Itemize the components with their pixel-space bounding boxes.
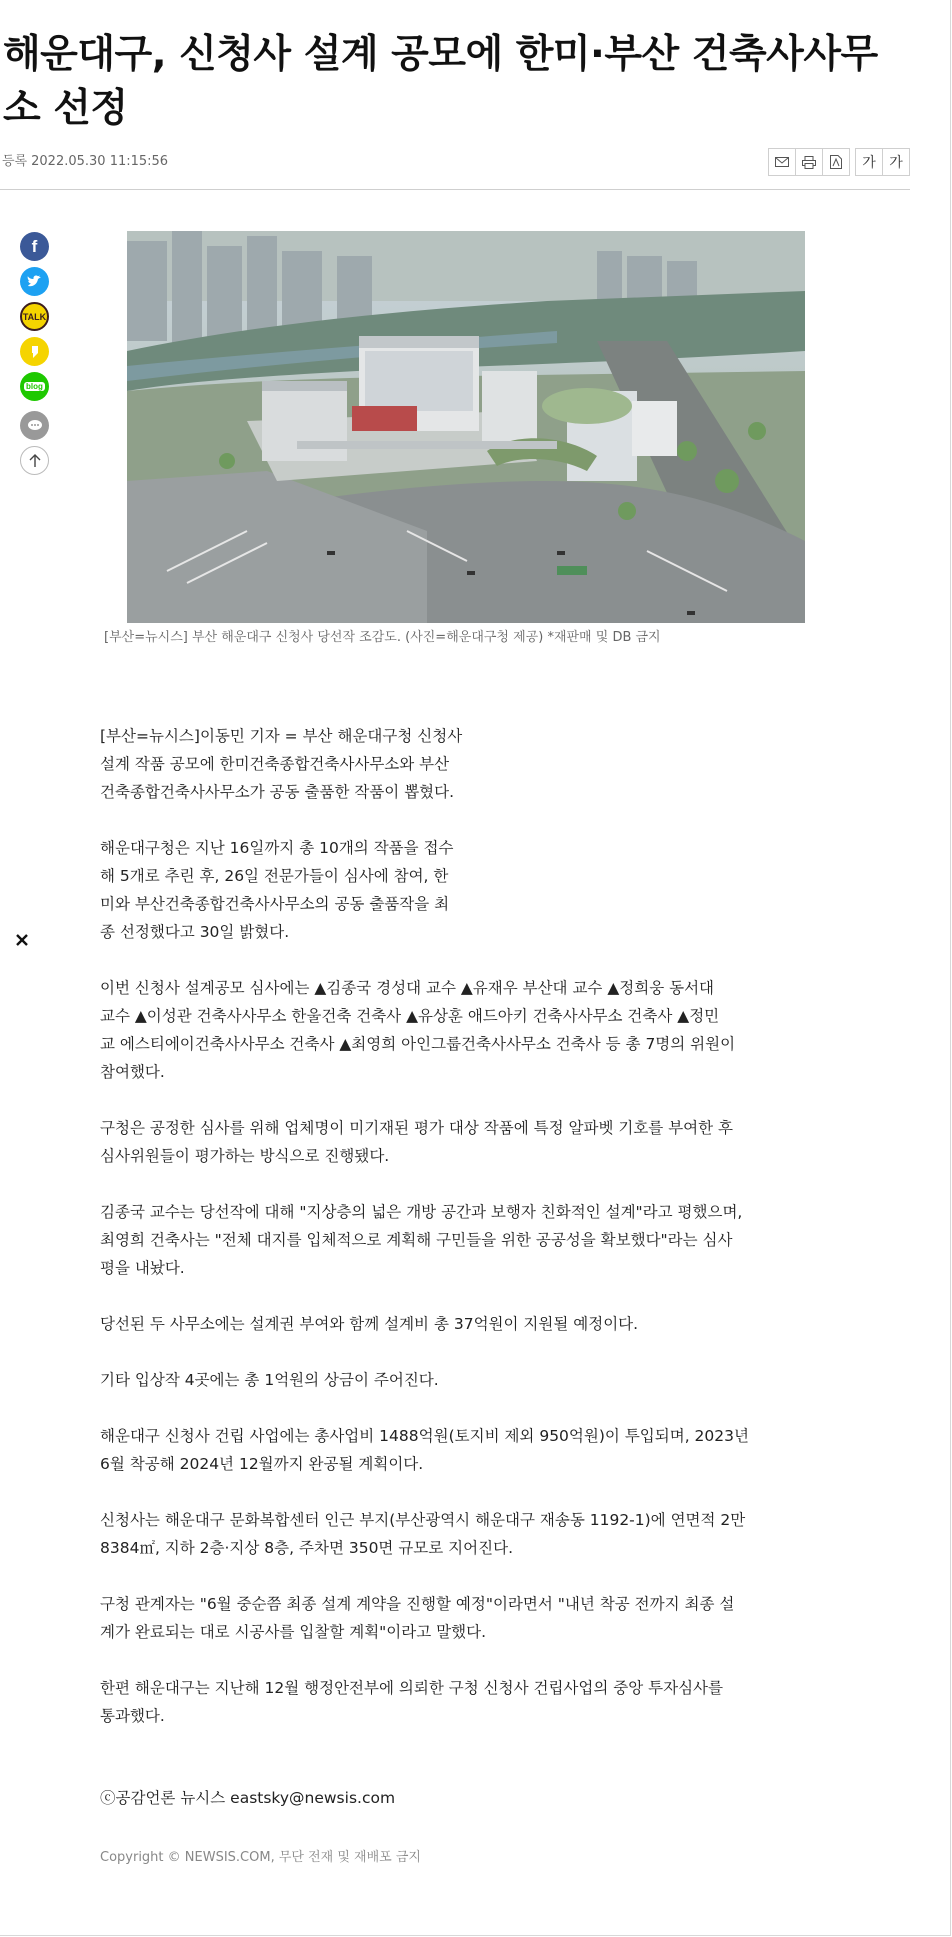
paragraph-9: [100, 1506, 745, 1562]
text-line: 미와 부산건축종합건축사사무소의 공동 출품작을 최: [100, 895, 450, 913]
facebook-icon: f: [31, 236, 38, 256]
paragraph-4: [100, 1114, 733, 1170]
article-tools: [769, 148, 910, 176]
city-hall-rendering-image: [127, 231, 805, 623]
kakaostory-icon: [30, 345, 40, 359]
text-line: 심사위원들이 평가하는 방식으로 진행됐다.: [100, 1147, 390, 1165]
text-line: 해운대구 신청사 건립 사업에는 총사업비 1488억원(토지비 제외 950억원)이 투입되며, 2023년: [100, 1427, 749, 1445]
share-bar: [20, 232, 52, 481]
text-line: 해운대구청은 지난 16일까지 총 10개의 작품을 접수: [100, 839, 454, 857]
paragraph-10: [100, 1590, 734, 1646]
text-line: 구청 관계자는 "6월 중순쯤 최종 설계 계약을 진행할 예정"이라면서 "내년 착공 전까지 최종 설: [100, 1595, 735, 1613]
comment-button[interactable]: [20, 411, 49, 440]
paragraph-11: [100, 1674, 723, 1730]
photo-caption: [부산=뉴시스] 부산 해운대구 신청사 당선작 조감도. (사진=해운대구청 제공) *재판매 및 DB 금지: [104, 630, 661, 645]
font-increase-button[interactable]: 가: [882, 148, 910, 176]
printer-icon: [802, 156, 816, 169]
published-datetime: 2022.05.30 11:15:56: [31, 154, 169, 169]
arrow-up-icon: [29, 454, 41, 468]
text-line: 종 선정했다고 30일 밝혔다.: [100, 923, 290, 941]
headline-line-2: 소 선정: [3, 86, 128, 131]
twitter-share-button[interactable]: [20, 267, 49, 296]
twitter-icon: [27, 275, 42, 288]
headline-line-1: 해운대구, 신청사 설계 공모에 한미·부산 건축사사무: [3, 32, 878, 77]
text-line: [부산=뉴시스]이동민 기자 = 부산 해운대구청 신청사: [100, 727, 463, 745]
paragraph-1: [100, 722, 462, 806]
naver-blog-share-button[interactable]: [20, 372, 49, 401]
blog-icon: blog: [26, 382, 43, 391]
text-line: 이번 신청사 설계공모 심사에는 ▲김종국 경성대 교수 ▲유재우 부산대 교수 ▲정희웅 동서대: [100, 979, 715, 997]
article-photo[interactable]: [127, 231, 805, 623]
text-line: 당선된 두 사무소에는 설계권 부여와 함께 설계비 총 37억원이 지원될 예정이다.: [100, 1315, 639, 1333]
envelope-icon: [775, 157, 789, 167]
font-decrease-button[interactable]: 가: [855, 148, 883, 176]
text-line: 8384㎡, 지하 2층·지상 8층, 주차면 350면 규모로 지어진다.: [100, 1539, 513, 1557]
paragraph-5: [100, 1198, 742, 1282]
speech-bubble-icon: [27, 419, 43, 432]
text-line: 설계 작품 공모에 한미건축종합건축사사무소와 부산: [100, 755, 450, 773]
paragraph-8: [100, 1422, 749, 1478]
text-line: 계가 완료되는 대로 시공사를 입찰할 계획"이라고 말했다.: [100, 1623, 486, 1641]
print-button[interactable]: [795, 148, 823, 176]
paragraph-7: [100, 1366, 439, 1394]
text-line: 건축종합건축사사무소가 공동 출품한 작품이 뽑혔다.: [100, 783, 455, 801]
kakaotalk-icon: TALK: [22, 311, 47, 322]
facebook-share-button[interactable]: [20, 232, 49, 261]
kakaostory-share-button[interactable]: [20, 337, 49, 366]
article-meta: [0, 148, 910, 190]
text-line: 기타 입상작 4곳에는 총 1억원의 상금이 주어진다.: [100, 1371, 439, 1389]
scroll-top-button[interactable]: [20, 446, 49, 475]
text-line: 참여했다.: [100, 1063, 165, 1081]
copyright-notice: Copyright © NEWSIS.COM, 무단 전재 및 재배포 금지: [100, 1850, 421, 1865]
text-line: 신청사는 해운대구 문화복합센터 인근 부지(부산광역시 해운대구 재송동 1192-1)에 연면적 2만: [100, 1511, 746, 1529]
paragraph-2: [100, 834, 454, 946]
paragraph-6: [100, 1310, 638, 1338]
text-line: 평을 내놨다.: [100, 1259, 185, 1277]
published-label: 등록: [2, 154, 28, 169]
article-byline: ⓒ공감언론 뉴시스 eastsky@newsis.com: [100, 1789, 396, 1807]
article-headline: [3, 28, 908, 136]
pdf-icon: [830, 155, 842, 169]
text-line: 최영희 건축사는 "전체 대지를 입체적으로 계획해 구민들을 위한 공공성을 확보했다"라는 심사: [100, 1231, 733, 1249]
email-button[interactable]: [768, 148, 796, 176]
text-line: 해 5개로 추린 후, 26일 전문가들이 심사에 참여, 한: [100, 867, 449, 885]
text-line: 한편 해운대구는 지난해 12월 행정안전부에 의뢰한 구청 신청사 건립사업의 중앙 투자심사를: [100, 1679, 723, 1697]
published-date: [2, 150, 168, 169]
paragraph-3: [100, 974, 735, 1086]
pdf-button[interactable]: [822, 148, 850, 176]
text-line: 구청은 공정한 심사를 위해 업체명이 미기재된 평가 대상 작품에 특정 알파벳 기호를 부여한 후: [100, 1119, 734, 1137]
text-line: 통과했다.: [100, 1707, 165, 1725]
text-line: 교수 ▲이성관 건축사사무소 한울건축 건축사 ▲유상훈 애드아키 건축사사무소 건축사 ▲정민: [100, 1007, 720, 1025]
text-line: 김종국 교수는 당선작에 대해 "지상층의 넓은 개방 공간과 보행자 친화적인 설계"라고 평했으며,: [100, 1203, 743, 1221]
text-line: 교 에스티에이건축사사무소 건축사 ▲최영희 아인그룹건축사사무소 건축사 등 총 7명의 위원이: [100, 1035, 736, 1053]
close-icon[interactable]: [14, 932, 30, 948]
text-line: 6월 착공해 2024년 12월까지 완공될 계획이다.: [100, 1455, 424, 1473]
kakaotalk-share-button[interactable]: [20, 302, 49, 331]
